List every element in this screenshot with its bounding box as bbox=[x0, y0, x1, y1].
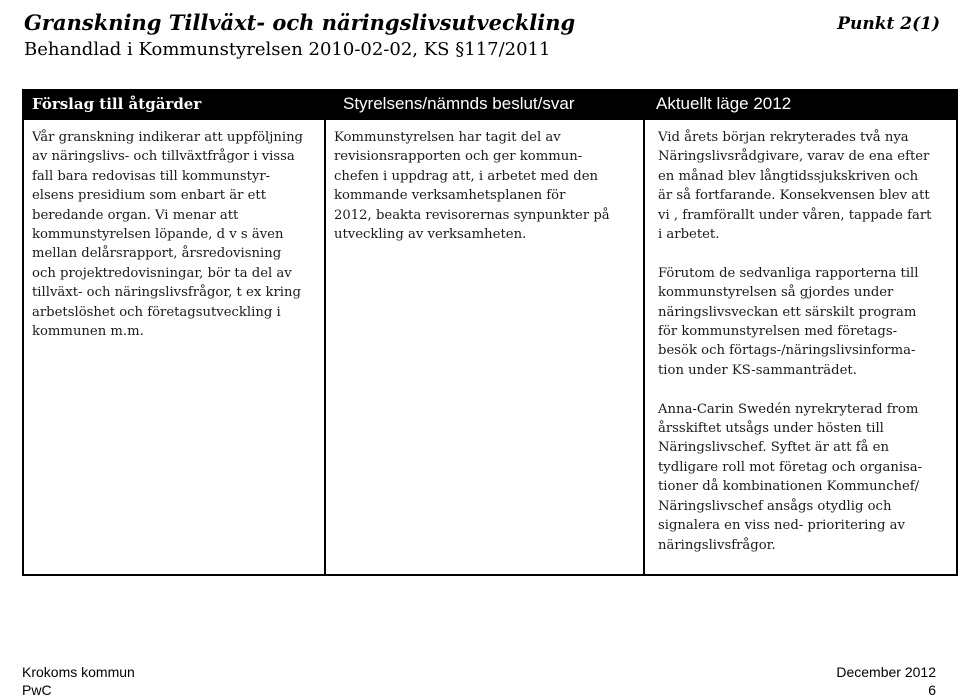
text-line: utveckling av verksamheten. bbox=[334, 227, 527, 243]
column-header-decision: Styrelsens/nämnds beslut/svar bbox=[343, 94, 575, 113]
text-line: och projektredovisningar, bör ta del av bbox=[32, 265, 292, 281]
text-line: för kommunstyrelsen med företags- bbox=[658, 324, 898, 340]
text-line: 2012, beakta revisorernas synpunkter på bbox=[334, 207, 610, 223]
footer-date: December 2012 bbox=[836, 664, 936, 680]
text-line: kommande verksamhetsplanen för bbox=[334, 188, 566, 204]
text-line: vi , framförallt under våren, tappade fart bbox=[658, 207, 932, 223]
text-line: elsens presidium som enbart är ett bbox=[32, 188, 266, 204]
text-line: Näringslivschef. Syftet är att få en bbox=[658, 440, 889, 456]
text-line: Anna-Carin Swedén nyrekryterad from bbox=[658, 401, 919, 417]
text-line: arbetslöshet och företagsutveckling i bbox=[32, 304, 281, 320]
text-line: kommunstyrelsen löpande, d v s även bbox=[32, 227, 284, 243]
text-line: signalera en viss ned- prioritering av bbox=[658, 518, 905, 534]
column-header-status: Aktuellt läge 2012 bbox=[656, 94, 792, 113]
text-line: näringslivsfrågor. bbox=[658, 537, 776, 553]
text-line: tion under KS-sammanträdet. bbox=[658, 362, 857, 378]
text-line: kommunen m.m. bbox=[32, 324, 144, 340]
text-line: fall bara redovisas till kommunstyr- bbox=[32, 168, 271, 184]
footer-page-number: 6 bbox=[928, 682, 936, 698]
text-line: tillväxt- och näringslivsfrågor, t ex kring bbox=[32, 285, 301, 301]
text-line: kommunstyrelsen så gjordes under bbox=[658, 285, 894, 301]
proposals-cell bbox=[32, 128, 322, 341]
item-number: Punkt 2(1) bbox=[837, 14, 940, 34]
status-cell bbox=[658, 128, 954, 574]
column-divider bbox=[643, 120, 645, 574]
footer-firm: PwC bbox=[22, 682, 52, 698]
text-line: beredande organ. Vi menar att bbox=[32, 207, 239, 223]
text-line: Vår granskning indikerar att uppföljning bbox=[32, 130, 303, 145]
text-line: är så fortfarande. Konsekvensen blev att bbox=[658, 188, 930, 204]
column-header-proposals: Förslag till åtgärder bbox=[32, 95, 202, 113]
text-line: besök och förtags-/näringslivsinforma- bbox=[658, 343, 916, 359]
text-line: i arbetet. bbox=[658, 227, 720, 243]
text-line: Vid årets början rekryterades två nya bbox=[658, 130, 909, 145]
text-line: Näringslivschef ansågs otydlig och bbox=[658, 498, 892, 514]
text-line: årsskiftet utsågs under hösten till bbox=[658, 421, 884, 437]
status-paragraph-recruitment bbox=[658, 128, 954, 244]
text-line: näringslivsveckan ett särskilt program bbox=[658, 304, 917, 320]
text-line: revisionsrapporten och ger kommun- bbox=[334, 149, 583, 165]
text-line: tydligare roll mot företag och organisa- bbox=[658, 459, 923, 475]
text-line: Kommunstyrelsen har tagit del av bbox=[334, 130, 561, 145]
footer-organization: Krokoms kommun bbox=[22, 664, 135, 680]
table-header bbox=[22, 89, 958, 118]
text-line: av näringslivs- och tillväxtfrågor i vissa bbox=[32, 149, 295, 165]
status-paragraph-reports bbox=[658, 264, 954, 380]
text-line: Näringslivsrådgivare, varav de ena efter bbox=[658, 149, 930, 165]
document-title: Granskning Tillväxt- och näringslivsutveckling bbox=[24, 10, 576, 35]
column-divider bbox=[324, 120, 326, 574]
document-subtitle: Behandlad i Kommunstyrelsen 2010-02-02, KS §117/2011 bbox=[24, 39, 551, 60]
table-body bbox=[22, 118, 958, 576]
status-paragraph-business-chief bbox=[658, 400, 954, 555]
text-line: Förutom de sedvanliga rapporterna till bbox=[658, 265, 919, 281]
text-line: en månad blev långtidssjukskriven och bbox=[658, 168, 919, 184]
text-line: mellan delårsrapport, årsredovisning bbox=[32, 246, 282, 262]
text-line: chefen i uppdrag att, i arbetet med den bbox=[334, 168, 599, 184]
decision-cell bbox=[334, 128, 634, 244]
text-line: tioner då kombinationen Kommunchef/ bbox=[658, 479, 920, 495]
